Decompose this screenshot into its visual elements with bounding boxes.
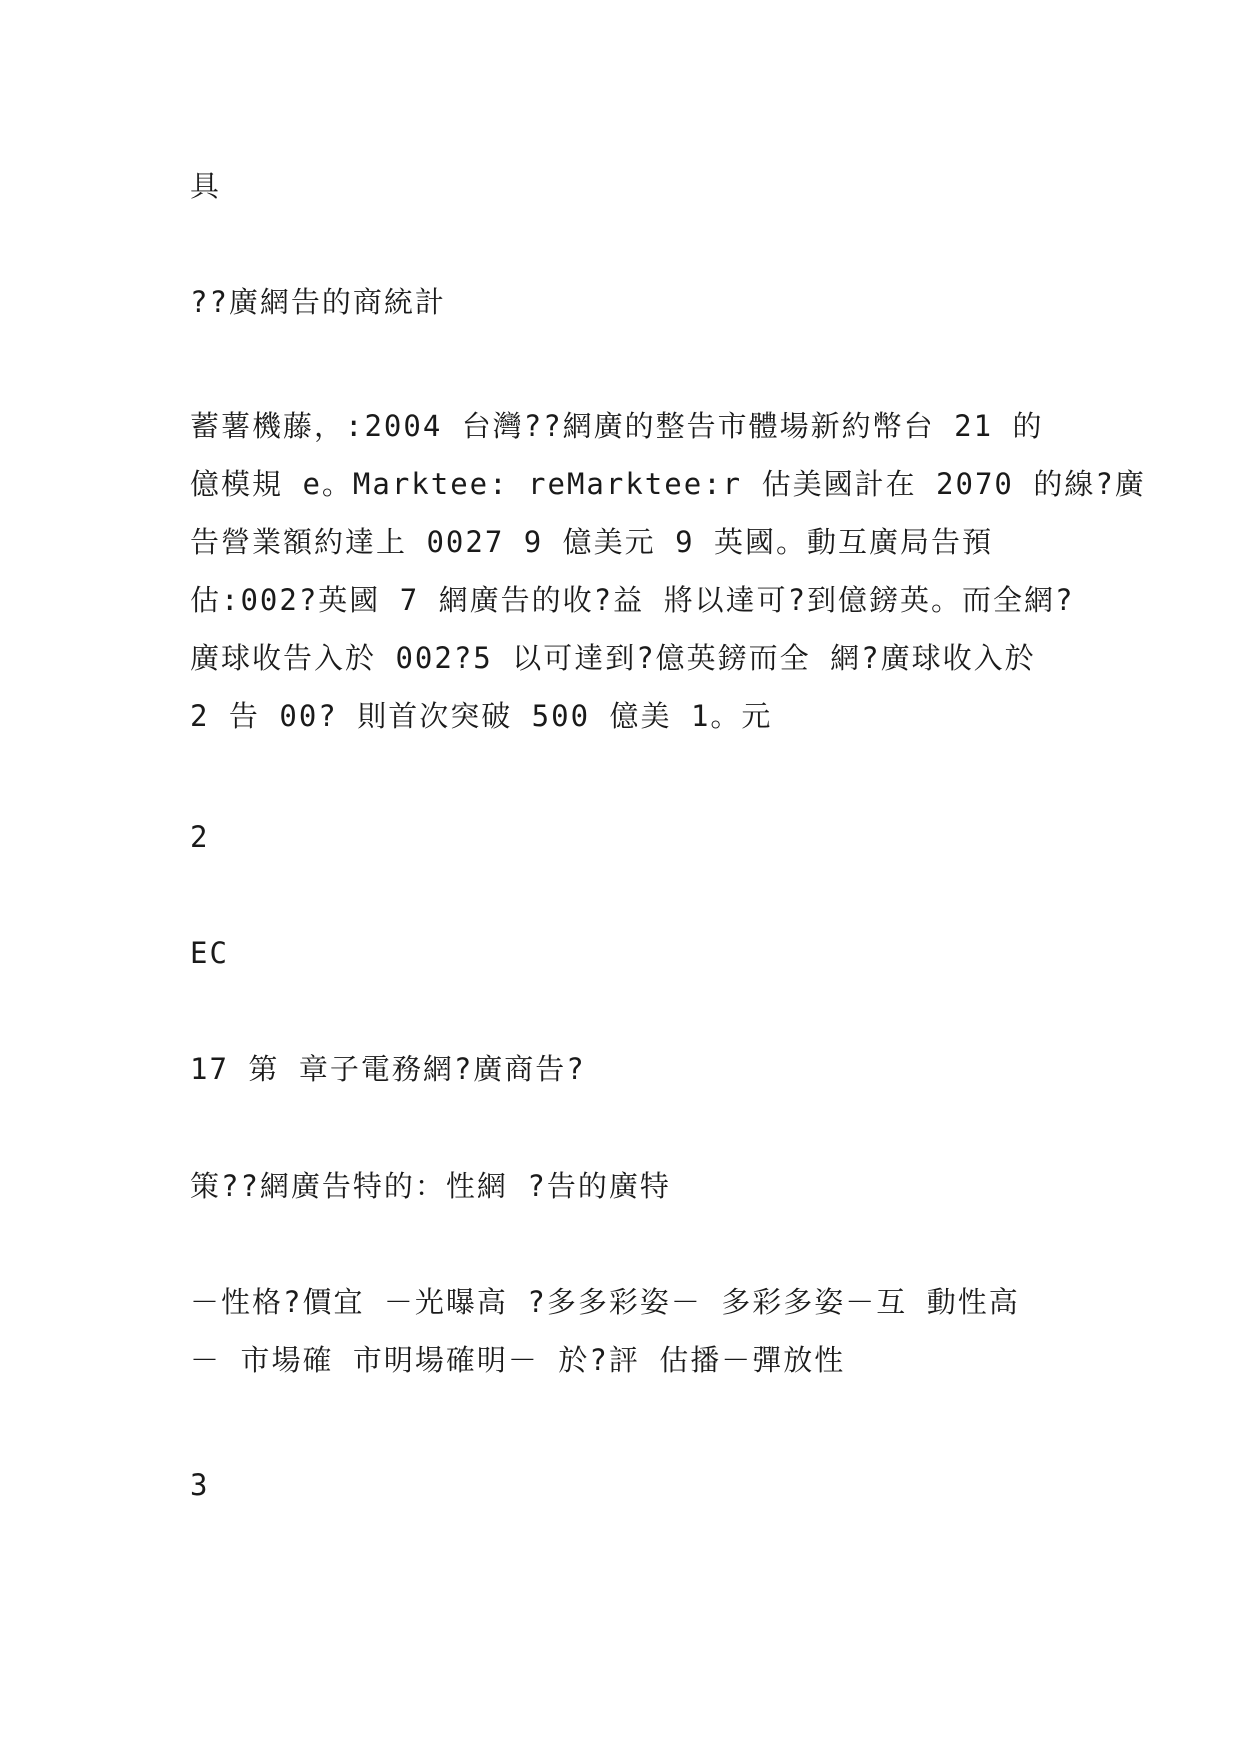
paragraph-ad-market <box>190 397 1146 745</box>
text-line-ju: 具 <box>190 169 222 203</box>
section-heading-features: 策??網廣告特的：性網 ?告的廣特 <box>190 1169 671 1203</box>
page-number-2: 2 <box>190 820 210 854</box>
paragraph-line: 廣球收告入於 002?5 以可達到?億英鎊而全 網?廣球收入於 <box>190 641 1036 675</box>
paragraph-line: 億模規 e。Marktee: reMarktee:r 估美國計在 2070 的線?廣 <box>190 467 1146 501</box>
paragraph-line: 告營業額約達上 0027 9 億美元 9 英國。動互廣局告預 <box>190 525 994 559</box>
paragraph-line: 蓄薯機藤，:2004 台灣??網廣的整告市體場新約幣台 21 的 <box>190 409 1044 443</box>
chapter-heading: 17 第 章子電務網?廣商告? <box>190 1052 586 1086</box>
page-number-3: 3 <box>190 1468 210 1502</box>
paragraph-feature-list <box>190 1273 1060 1389</box>
paragraph-line: 2 告 00? 則首次突破 500 億美 1。元 <box>190 699 773 733</box>
text-line-ec: EC <box>190 936 229 970</box>
paragraph-line: 估:002?英國 7 網廣告的收?益 將以達可?到億鎊英。而全網? <box>190 583 1075 617</box>
paragraph-line: － 市場確 市明場確明－ 於?評 估播－彈放性 <box>190 1343 846 1377</box>
section-heading-statistics: ??廣網告的商統計 <box>190 285 446 319</box>
paragraph-line: －性格?價宜 －光曝高 ?多多彩姿－ 多彩多姿－互 動性高 <box>190 1285 1020 1319</box>
